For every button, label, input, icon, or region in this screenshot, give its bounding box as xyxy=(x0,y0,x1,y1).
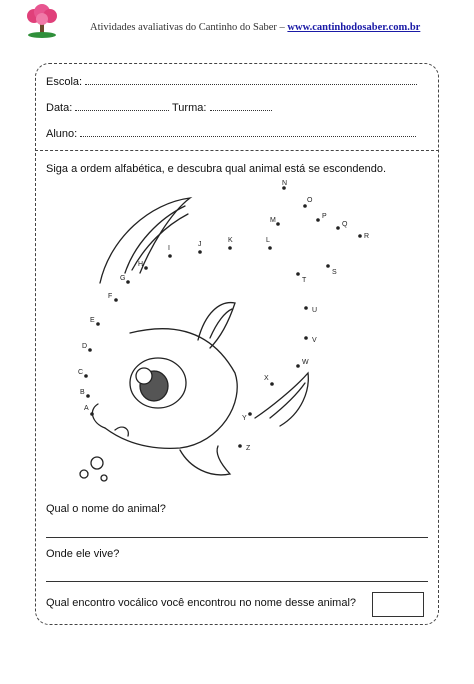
dot-label-p: P xyxy=(322,213,327,220)
class-field[interactable] xyxy=(172,101,272,114)
dot-t[interactable] xyxy=(296,272,300,276)
dot-e[interactable] xyxy=(96,322,100,326)
instruction-text: Siga a ordem alfabética, e descubra qual animal está se escondendo. xyxy=(46,163,386,175)
dot-p[interactable] xyxy=(316,218,320,222)
dot-g[interactable] xyxy=(126,280,130,284)
student-label: Aluno: xyxy=(46,128,78,140)
header-title: Atividades avaliativas do Cantinho do Saber – xyxy=(90,22,288,33)
dot-m[interactable] xyxy=(276,222,280,226)
dot-label-d: D xyxy=(82,343,88,350)
class-fill-line[interactable] xyxy=(210,101,272,111)
dot-z[interactable] xyxy=(238,444,242,448)
date-field[interactable] xyxy=(46,101,169,114)
eye-highlight xyxy=(136,368,152,384)
dot-o[interactable] xyxy=(303,204,307,208)
dot-label-v: V xyxy=(312,337,317,344)
dot-label-m: M xyxy=(270,217,276,224)
dot-s[interactable] xyxy=(326,264,330,268)
dot-i[interactable] xyxy=(168,254,172,258)
connect-the-dots-fish-drawing[interactable] xyxy=(70,178,410,488)
dot-label-c: C xyxy=(78,369,84,376)
answer-box-vowel-cluster[interactable] xyxy=(372,592,424,617)
dot-a[interactable] xyxy=(90,412,94,416)
dot-label-j: J xyxy=(198,241,202,248)
header-divider xyxy=(35,150,439,151)
head-outline xyxy=(105,329,237,449)
dot-u[interactable] xyxy=(304,306,308,310)
dot-l[interactable] xyxy=(268,246,272,250)
dot-label-e: E xyxy=(90,317,95,324)
dot-q[interactable] xyxy=(336,226,340,230)
student-field[interactable] xyxy=(46,127,416,140)
dot-y[interactable] xyxy=(248,412,252,416)
mouth-line xyxy=(92,404,105,428)
dot-r[interactable] xyxy=(358,234,362,238)
dot-label-f: F xyxy=(108,293,113,300)
dot-label-a: A xyxy=(84,405,89,412)
dot-v[interactable] xyxy=(304,336,308,340)
date-fill-line[interactable] xyxy=(75,101,169,111)
dot-label-q: Q xyxy=(342,221,348,228)
school-field[interactable] xyxy=(46,75,417,88)
bubble xyxy=(80,470,88,478)
top-fin-line xyxy=(125,206,185,273)
class-label: Turma: xyxy=(172,102,207,114)
header-caption xyxy=(90,22,420,33)
dot-x[interactable] xyxy=(270,382,274,386)
bottom-fin xyxy=(180,446,230,475)
dot-label-i: I xyxy=(168,245,170,252)
bubble xyxy=(101,475,107,481)
school-fill-line[interactable] xyxy=(85,75,417,85)
dot-h[interactable] xyxy=(144,266,148,270)
mouth-bow xyxy=(115,427,128,436)
dot-k[interactable] xyxy=(228,246,232,250)
dot-label-t: T xyxy=(302,277,307,284)
bubble xyxy=(91,457,103,469)
question-vowel-cluster: Qual encontro vocálico você encontrou no nome desse animal? xyxy=(46,597,357,609)
dot-label-u: U xyxy=(312,307,318,314)
dot-label-h: H xyxy=(138,261,144,268)
dot-label-s: S xyxy=(332,269,337,276)
dot-label-o: O xyxy=(307,197,313,204)
dot-label-r: R xyxy=(364,233,370,240)
page-header xyxy=(0,0,474,48)
answer-line-animal-name[interactable] xyxy=(46,537,428,538)
question-animal-name: Qual o nome do animal? xyxy=(46,503,166,515)
answer-line-habitat[interactable] xyxy=(46,581,428,582)
dot-label-b: B xyxy=(80,389,85,396)
tail-fin-line xyxy=(270,383,305,418)
dot-label-w: W xyxy=(302,359,309,366)
dot-label-n: N xyxy=(282,180,288,187)
school-label: Escola: xyxy=(46,76,83,88)
site-link[interactable]: www.cantinhodosaber.com.br xyxy=(287,22,421,33)
dot-c[interactable] xyxy=(84,374,88,378)
dot-b[interactable] xyxy=(86,394,90,398)
dot-label-g: G xyxy=(120,275,126,282)
question-habitat: Onde ele vive? xyxy=(46,548,120,560)
dot-w[interactable] xyxy=(296,364,300,368)
date-label: Data: xyxy=(46,102,73,114)
dot-d[interactable] xyxy=(88,348,92,352)
dot-label-y: Y xyxy=(242,415,247,422)
dot-label-x: X xyxy=(264,375,269,382)
tail-fin xyxy=(255,373,308,426)
tree-logo-icon xyxy=(22,4,62,38)
dot-label-z: Z xyxy=(246,445,251,452)
dot-label-k: K xyxy=(228,237,233,244)
dot-f[interactable] xyxy=(114,298,118,302)
dot-label-l: L xyxy=(266,237,270,244)
student-fill-line[interactable] xyxy=(80,127,416,137)
dot-j[interactable] xyxy=(198,250,202,254)
